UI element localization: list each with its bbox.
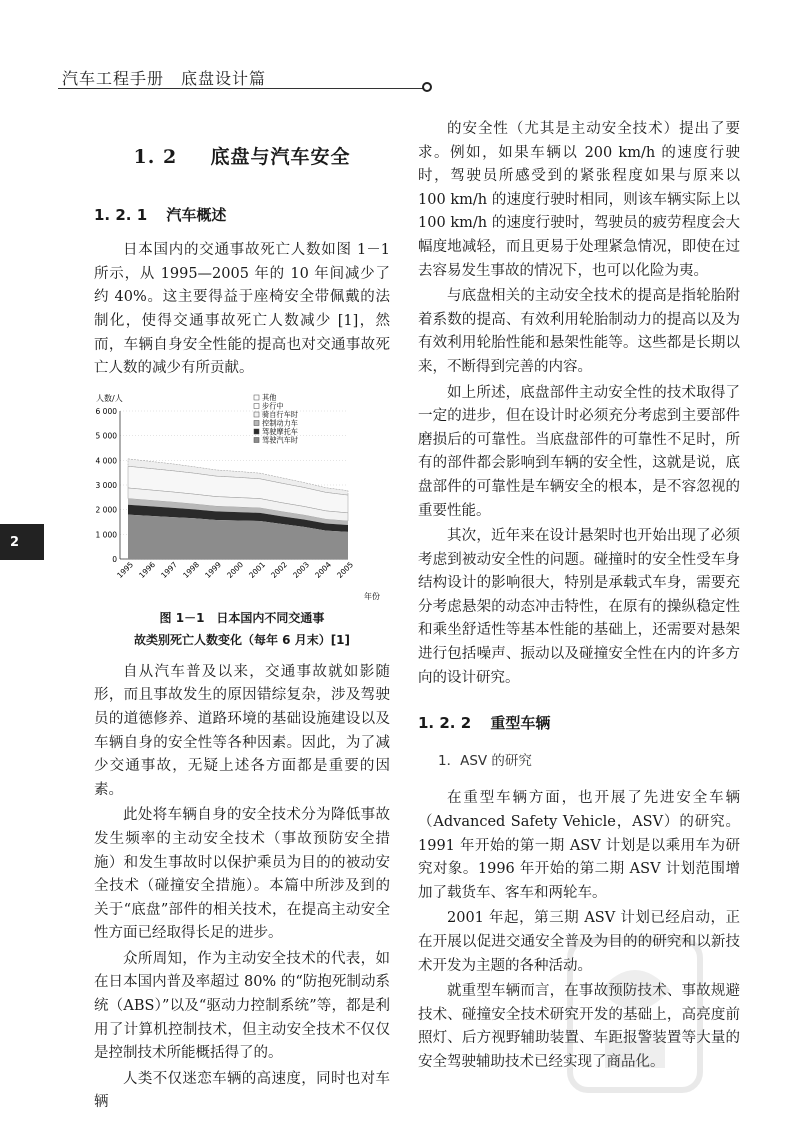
subsection-title-text: 汽车概述 — [166, 205, 227, 224]
legend-label: 控制动力车 — [262, 418, 298, 428]
figure-caption — [94, 607, 390, 651]
paragraph: 自从汽车普及以来，交通事故就如影随形，而且事故发生的原因错综复杂，涉及驾驶员的道德修养、道路环境的基础设施建设以及车辆自身的安全性等各种因素。因此，为了减少交通事故，无疑上述各方面都是重要的因素。 — [94, 663, 390, 798]
y-tick-label: 6 000 — [95, 406, 117, 416]
y-axis-label: 人数/人 — [96, 393, 123, 403]
paragraph: 与底盘相关的主动安全技术的提高是指轮胎附着系数的提高、有效利用轮胎制动力的提高以及为有效利用轮胎性能和悬架性能等。这些都是长期以来，不断得到完善的内容。 — [418, 288, 740, 375]
x-tick-label: 2000 — [225, 559, 246, 580]
legend-swatch — [254, 429, 259, 434]
caption-line-1: 图 1－1 日本国内不同交通事 — [159, 610, 325, 625]
paragraph: 在重型车辆方面，也开展了先进安全车辆（Advanced Safety Vehicle，ASV）的研究。1991 年开始的第一期 ASV 计划是以乘用车为研究对象。1996 年开始的第二期 ASV 计划范围增加了载货车、客车和两轮车。 — [418, 790, 740, 901]
legend-swatch — [254, 412, 259, 417]
paragraph: 日本国内的交通事故死亡人数如图 1－1 所示，从 1995—2005 年的 10 年间减少了约 40%。这主要得益于座椅安全带佩戴的法制化，使得交通事故死亡人数减少 [1]，然而，车辆自身安全性能的提高也对交通事故死亡人数的减少有所贡献。 — [94, 242, 390, 377]
legend-swatch — [254, 395, 259, 400]
paragraph: 的安全性（尤其是主动安全技术）提出了要求。例如，如果车辆以 200 km/h 的速度行驶时，驾驶员所感受到的紧张程度如果与原来以 100 km/h 的速度行驶时相同，则该车辆实际上以 100 km/h 的速度行驶时，驾驶员的疲劳程度会大幅度地减轻，而且更易于处理紧急情况，即使在过去容易发生事故的情况下，也可以化险为夷。 — [418, 121, 740, 279]
item-heading: 1．ASV 的研究 — [438, 752, 532, 769]
right-column — [418, 118, 740, 1077]
legend-label: 步行中 — [262, 401, 284, 411]
x-tick-label: 1997 — [159, 559, 180, 580]
legend-label: 驾驶摩托车 — [262, 426, 298, 436]
left-column — [94, 118, 390, 1117]
x-tick-label: 2005 — [335, 559, 356, 580]
x-axis-label: 年份 — [364, 591, 380, 601]
legend-swatch — [254, 420, 259, 425]
legend-label: 骑自行车时 — [262, 409, 298, 419]
x-tick-label: 1996 — [137, 559, 158, 580]
legend-swatch — [254, 403, 259, 408]
y-tick-label: 0 — [112, 554, 117, 564]
paragraph: 2001 年起，第三期 ASV 计划已经启动，正在开展以促进交通安全普及为目的的研究和以新技术开发为主题的各种活动。 — [418, 910, 740, 974]
x-tick-label: 2001 — [247, 559, 268, 580]
subsection-number: 1. 2. 1 — [94, 205, 148, 224]
legend-label: 其他 — [262, 392, 277, 402]
header-dot-ornament — [422, 82, 432, 92]
header-rule — [58, 88, 424, 89]
section-title-text: 底盘与汽车安全 — [210, 146, 351, 168]
y-tick-label: 1 000 — [95, 530, 117, 540]
caption-line-2: 故类别死亡人数变化（每年 6 月末）[1] — [133, 632, 351, 647]
chapter-tab: 2 — [0, 524, 44, 560]
running-head: 汽车工程手册 底盘设计篇 — [62, 69, 267, 88]
paragraph: 众所周知，作为主动安全技术的代表，如在日本国内普及率超过 80% 的“防抱死制动系统（ABS）”以及“驱动力控制系统”等，都是利用了计算机控制技术，但主动安全技术不仅仅是控制技术所能概括得了的。 — [94, 950, 390, 1062]
x-tick-label: 1995 — [115, 559, 136, 580]
x-tick-label: 2002 — [269, 559, 290, 580]
x-tick-label: 1999 — [203, 559, 224, 580]
x-tick-label: 1998 — [181, 559, 202, 580]
y-tick-label: 2 000 — [95, 505, 117, 515]
legend-swatch — [254, 437, 259, 442]
paragraph: 其次，近年来在设计悬架时也开始出现了必须考虑到被动安全性的问题。碰撞时的安全性受车身结构设计的影响很大，特别是承载式车身，需要充分考虑悬架的动态冲击特性，在原有的操纵稳定性和乘坐舒适性等基本性能的基础上，还需要对悬架进行包括噪声、振动以及碰撞安全性在内的许多方向的设计研究。 — [418, 528, 740, 686]
subsection-title — [418, 712, 740, 736]
legend-label: 驾驶汽车时 — [262, 435, 298, 445]
paragraph: 人类不仅迷恋车辆的高速度，同时也对车辆 — [94, 1070, 390, 1111]
section-number: 1. 2 — [133, 146, 178, 168]
figure-chart — [94, 389, 390, 601]
y-tick-label: 4 000 — [95, 456, 117, 466]
section-title — [94, 146, 390, 170]
x-tick-label: 2004 — [313, 559, 334, 580]
paragraph: 就重型车辆而言，在事故预防技术、事故规避技术、碰撞安全技术研究开发的基础上，高亮度前照灯、后方视野辅助装置、车距报警装置等大量的安全驾驶辅助技术已经实现了商品化。 — [418, 983, 740, 1070]
subsection-title-text: 重型车辆 — [490, 714, 551, 733]
y-tick-label: 5 000 — [95, 431, 117, 441]
x-tick-label: 2003 — [291, 559, 312, 580]
paragraph: 此处将车辆自身的安全技术分为降低事故发生频率的主动安全技术（事故预防安全措施）和发生事故时以保护乘员为目的的被动安全技术（碰撞安全措施）。本篇中所涉及到的关于“底盘”部件的相关技术，在提高主动安全性方面已经取得长足的进步。 — [94, 807, 390, 942]
paragraph: 如上所述，底盘部件主动安全性的技术取得了一定的进步，但在设计时必须充分考虑到主要部件磨损后的可靠性。当底盘部件的可靠性不足时，所有的部件都会影响到车辆的安全性，这就是说，底盘部件的可靠性是车辆安全的根本，是不容忽视的重要性能。 — [418, 384, 740, 519]
subsection-number: 1. 2. 2 — [418, 714, 472, 733]
subsection-title — [94, 204, 390, 228]
y-tick-label: 3 000 — [95, 480, 117, 490]
fatalities-area-chart — [94, 389, 390, 601]
